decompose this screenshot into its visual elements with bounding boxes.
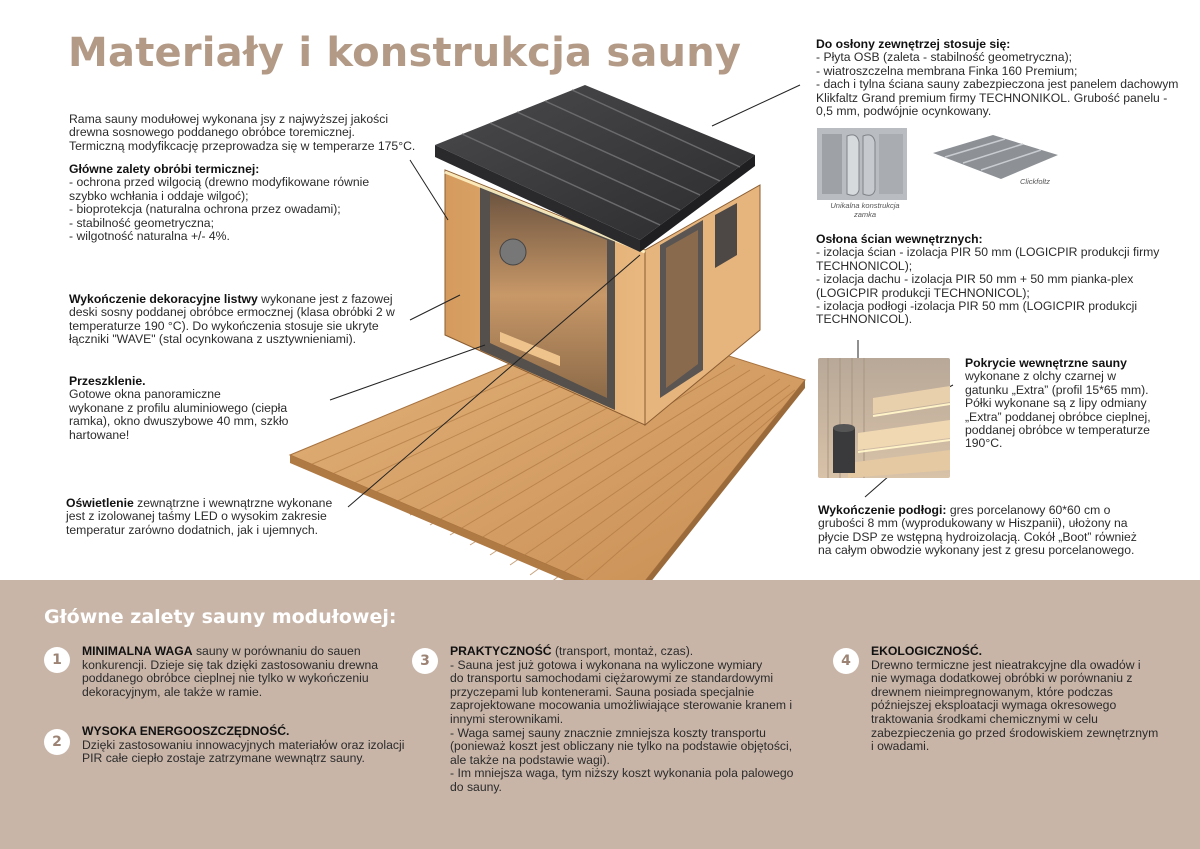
advantage-item-4: EKOLOGICZNOŚĆ. Drewno termiczne jest nieatrakcyjne dla owadόw i nie wymaga dodatkowej obrόbki w porόwnaniu z drewnem nieimpregnowanym, ktόre podczas pόźniejszej eksploatacji wymaga okresowego traktowania środkami chemicznymi w celu zabezpieczenia go przed środowiskiem zewnętrznym i owadami. <box>871 644 1159 754</box>
lighting-heading: Oświetlenie <box>66 496 134 510</box>
finish-description: Wykończenie dekoracyjne listwy wykonane jest z fazowej deski sosny poddanej obrόbce ermocznej (klasa obrόbki 2 w temperaturze 190 °C). Do wykończenia stosuje sie ukryte łączniki "WAVE" (stal ocynkowana z usztywnieniami). <box>69 292 395 347</box>
inner-cover-heading: Pokrycie wewnętrzne sauny <box>965 356 1127 370</box>
advantage-item-1: MINIMALNA WAGA sauny w porόwnaniu do sauen konkurencji. Dzieje się tak dzięki zastosowaniu drewna poddanego obrόbce cieplnej nie tylko w wykończeniu dekoracyjnym, ale także w ramie. <box>82 644 379 699</box>
frame-description: Rama sauny modułowej wykonana jsy z najwyższej jakości drewna sosnowego poddanego obrόbce toremicznej. Termiczną modyfikcację przeprowadza się w temperarze 175°C. <box>69 112 416 153</box>
panel-lock-image <box>817 128 907 200</box>
finish-heading: Wykończenie dekoracyjne listwy <box>69 292 258 306</box>
cladding-description: Do osłony zewnętrzej stosuje się: - Płyta OSB (zaleta - stabilność geometryczna); - wiatroszczelna membrana Finka 160 Premium; - dach i tylna ściana sauny zabezpieczona jest panelem dachowym Klikfaltz Grand premium firmy TECHNONIKOL. Grubość panelu - 0,5 mm, podwójnie ocynkowany. <box>816 37 1179 119</box>
clickfaltz-caption: Clickfoltz <box>1020 177 1051 186</box>
advantage-number-2: 2 <box>44 729 70 755</box>
lighting-description: Oświetlenie zewnątrzne i wewnątrzne wykonane jest z izolowanej taśmy LED o wysokim zakresie temperatur zarόwno dodatnich, jak i ujemnych. <box>66 496 333 537</box>
thermal-advantages: Główne zalety obrόbi termicznej: - ochrona przed wilgocią (drewno modyfikowane rόwnie szybko wchłania i oddaje wilgoć); - bioprotekcja (naturalna ochrona przez owadami); - stabilność geometryczna; - wilgotność naturalna +/- 4%. <box>69 162 370 244</box>
advantage-number-3: 3 <box>412 648 438 674</box>
advantages-title: Główne zalety sauny modułowej: <box>44 606 397 628</box>
thermal-heading: Główne zalety obrόbi termicznej: <box>69 162 260 176</box>
panel-lock-caption: Unikalna konstrukcja zamka <box>830 201 900 219</box>
advantage-number-4: 4 <box>833 648 859 674</box>
advantage-item-3: PRAKTYCZNOŚĆ (transport, montaż, czas). - Sauna jest już gotowa i wykonana na wyliczone wymiary do transportu samochodami ciężarowymi ze standardowymi przyczepami lub kontenerami. Sauna posiada specjalnie zaprojektowane mocowania umożliwiające sterowanie kranem i innymi sterownikami. - Waga samej sauny znacznie zmniejsza koszty transportu (ponieważ koszt jest obliczany nie tylko na podstawie objętości, ale także na podstawie wagi). - Im mniejsza waga, tym niższy koszt wykonania pola palowego do sauny. <box>450 644 794 794</box>
floor-heading: Wykończenie podłogi: <box>818 503 947 517</box>
clickfaltz-panel-image <box>933 135 1058 180</box>
inner-walls-description: Osłona ścian wewnętrznych: - izolacja ścian - izolacja PIR 50 mm (LOGICPIR produkcji firmy TECHNONICOL); - izolacja dachu - izolacja PIR 50 mm + 50 mm pianka-plex (LOGICPIR produkcji TECHNONICOL); - izolacja podłogi -izolacja PIR 50 mm (LOGICPIR produkcji TECHNONICOL). <box>816 232 1160 327</box>
advantage-number-1: 1 <box>44 647 70 673</box>
glazing-description: Przeszklenie. Gotowe okna panoramiczne wykonane z profilu aluminiowego (ciepła ramka), okno dwuszybowe 40 mm, szkło hartowane! <box>69 374 289 442</box>
inner-cover-description: Pokrycie wewnętrzne sauny wykonane z olchy czarnej w gatunku „Extra” (profil 15*65 mm). Półki wykonane są z lipy odmiany „Extra” poddanej obrόbce cieplnej, poddanej obrόbce w temperaturze 190°C. <box>965 356 1151 451</box>
floor-description: Wykończenie podłogi: gres porcelanowy 60*60 cm o grubości 8 mm (wyprodukowany w Hiszpanii), ułożony na płycie DSP ze wstępną hydroizolacją. Cokόł „Boot” rόwnież na całym obwodzie wykonany jest z gresu porcelanowego. <box>818 503 1137 558</box>
sauna-interior-image <box>818 358 950 478</box>
advantage-item-2: WYSOKA ENERGOOSZCZĘDNOŚĆ. Dzięki zastosowaniu innowacyjnych materiałόw oraz izolacji PIR całe ciepło zostaje zatrzymane wewnątrz sauny. <box>82 724 405 766</box>
cladding-heading: Do osłony zewnętrzej stosuje się: <box>816 37 1011 51</box>
page-title: Materiały i konstrukcja sauny <box>68 30 742 76</box>
glazing-heading: Przeszklenie. <box>69 374 146 388</box>
inner-walls-heading: Osłona ścian wewnętrznych: <box>816 232 983 246</box>
